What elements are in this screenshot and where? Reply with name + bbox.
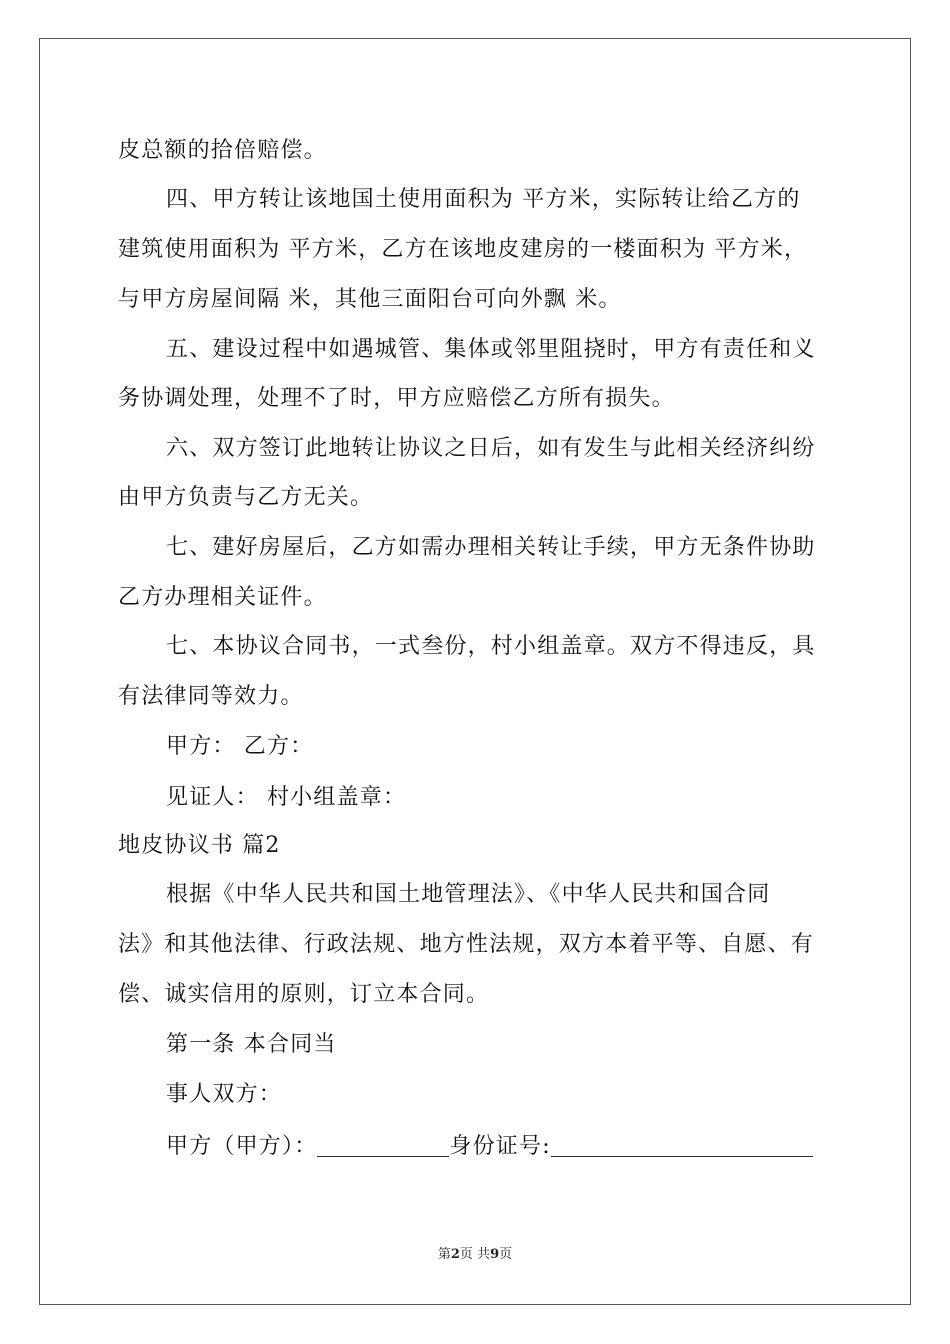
footer-page-mid: 页 共 xyxy=(459,1247,491,1262)
paragraph-line: 四、甲方转让该地国土使用面积为 平方米，实际转让给乙方的 xyxy=(166,187,801,212)
paragraph-line: 建筑使用面积为 平方米，乙方在该地皮建房的一楼面积为 平方米， xyxy=(118,237,808,262)
paragraph-line: 根据《中华人民共和国土地管理法》、《中华人民共和国合同 xyxy=(166,882,771,907)
paragraph-line: 偿、诚实信用的原则，订立本合同。 xyxy=(118,982,490,1007)
footer-page-number: 2 xyxy=(450,1247,460,1262)
footer-total-pages: 9 xyxy=(490,1247,500,1262)
paragraph-line: 六、双方签订此地转让协议之日后，如有发生与此相关经济纠纷 xyxy=(166,436,816,461)
paragraph-line: 七、本协议合同书，一式叁份，村小组盖章。双方不得违反，具 xyxy=(166,634,816,659)
party-a-label: 甲方（甲方）： xyxy=(166,1134,318,1159)
paragraph-line: 有法律同等效力。 xyxy=(118,684,304,709)
paragraph-line: 务协调处理，处理不了时，甲方应赔偿乙方所有损失。 xyxy=(118,386,675,411)
article-heading: 第一条 本合同当 xyxy=(166,1032,337,1057)
id-number-label: 身份证号: xyxy=(449,1134,551,1159)
paragraph-line: 皮总额的拾倍赔偿。 xyxy=(118,138,327,163)
paragraph-line: 法》和其他法律、行政法规、地方性法规，双方本着平等、自愿、有 xyxy=(118,932,815,957)
signature-parties-line: 甲方： 乙方： xyxy=(166,734,314,759)
paragraph-line: 乙方办理相关证件。 xyxy=(118,585,327,610)
footer-page-suffix: 页 xyxy=(499,1247,513,1262)
paragraph-line: 七、建好房屋后，乙方如需办理相关转让手续，甲方无条件协助 xyxy=(166,535,816,560)
paragraph-line: 事人双方： xyxy=(166,1082,283,1107)
id-number-blank[interactable] xyxy=(551,1134,813,1157)
page-border xyxy=(39,38,911,1305)
paragraph-line: 与甲方房屋间隔 米，其他三面阳台可向外飘 米。 xyxy=(118,287,622,312)
footer-page-prefix: 第 xyxy=(437,1247,451,1262)
party-a-name-blank[interactable] xyxy=(317,1134,449,1157)
section-heading: 地皮协议书 篇2 xyxy=(118,833,281,858)
page-footer xyxy=(0,1247,950,1263)
paragraph-line: 五、建设过程中如遇城管、集体或邻里阻挠时，甲方有责任和义 xyxy=(166,337,816,362)
witness-line: 见证人： 村小组盖章： xyxy=(166,785,407,810)
party-a-field-line xyxy=(166,1133,838,1161)
paragraph-line: 由甲方负责与乙方无关。 xyxy=(118,485,374,510)
